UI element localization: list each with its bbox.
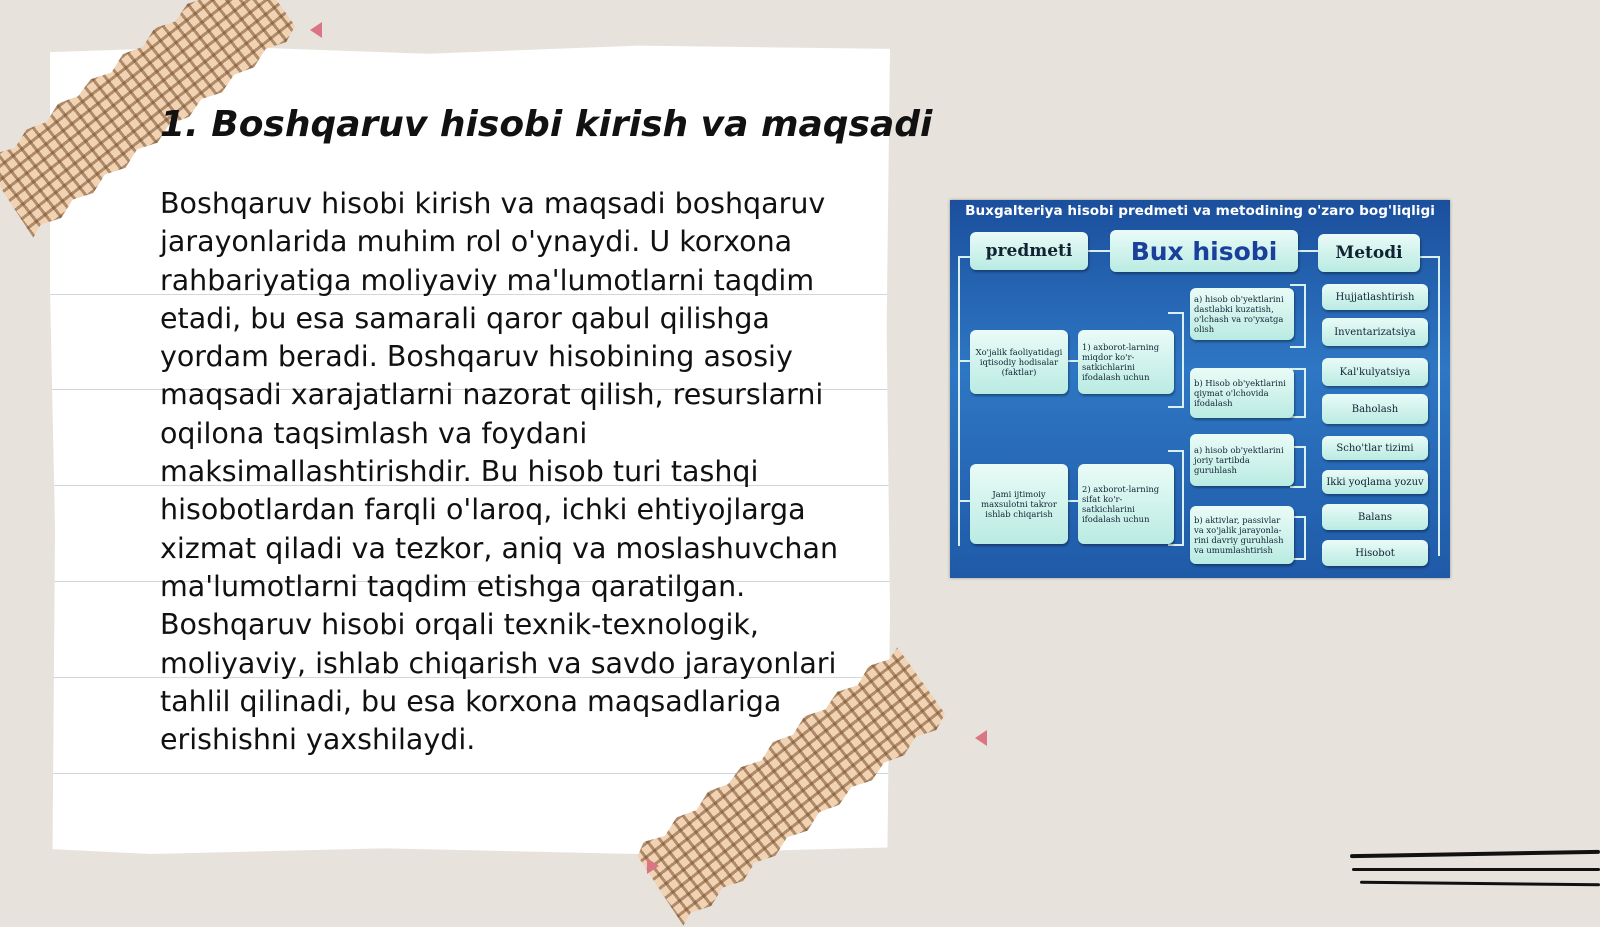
diagram-node-method: Kal'kulyatsiya <box>1322 358 1428 386</box>
tape-tab-decoration <box>975 730 987 746</box>
diagram-connector <box>1438 256 1440 556</box>
diagram-connector <box>958 256 970 258</box>
decorative-brush-stroke <box>1360 881 1600 887</box>
diagram-node-left: Jami ijtimoiy maxsulotni takror ishlab chiqarish <box>970 464 1068 544</box>
slide-title: 1. Boshqaruv hisobi kirish va maqsadi <box>160 104 933 145</box>
decorative-brush-stroke <box>1352 868 1600 871</box>
diagram-title: Buxgalteriya hisobi predmeti va metodining o'zaro bog'liqligi <box>965 203 1435 219</box>
diagram-node-method: Ikki yoqlama yozuv <box>1322 470 1428 494</box>
diagram-node-method: Baholash <box>1322 394 1428 424</box>
diagram-connector <box>1420 256 1440 258</box>
diagram-node-sub: a) hisob ob'yektlarini joriy tartibda guruhlash <box>1190 434 1294 486</box>
diagram-node-mid: 2) axborot-larning sifat ko'r-satkichlarini ifodalash uchun <box>1078 464 1174 544</box>
diagram-node-left: Xo'jalik faoliyatidagi iqtisodiy hodisalar (faktlar) <box>970 330 1068 394</box>
diagram-node-sub: b) aktivlar, passivlar va xo'jalik jarayonla-rini davriy guruhlash va umumlashtirish <box>1190 506 1294 564</box>
diagram-node-method: Scho'tlar tizimi <box>1322 436 1428 460</box>
diagram-node-metodi: Metodi <box>1318 234 1420 272</box>
diagram-node-sub: a) hisob ob'yektlarini dastlabki kuzatish, o'lchash va ro'yxatga olish <box>1190 288 1294 340</box>
tape-tab-decoration <box>647 858 659 874</box>
diagram-node-predmeti: predmeti <box>970 232 1088 270</box>
diagram-node-method: Inventarizatsiya <box>1322 318 1428 346</box>
diagram-node-mid: 1) axborot-larning miqdor ko'r-satkichlarini ifodalash uchun <box>1078 330 1174 394</box>
diagram-connector <box>1088 250 1110 252</box>
accounting-diagram-image <box>950 200 1450 578</box>
diagram-connector <box>1298 250 1318 252</box>
decorative-brush-stroke <box>1350 850 1600 858</box>
diagram-connector <box>1068 500 1078 502</box>
diagram-connector <box>958 360 970 362</box>
diagram-node-method: Hujjatlashtirish <box>1322 284 1428 310</box>
diagram-connector <box>958 500 970 502</box>
diagram-connector <box>1068 360 1078 362</box>
diagram-node-sub: b) Hisob ob'yektlarini qiymat o'lchovida ifodalash <box>1190 368 1294 418</box>
tape-tab-decoration <box>310 22 322 38</box>
diagram-node-method: Balans <box>1322 504 1428 530</box>
diagram-node-method: Hisobot <box>1322 540 1428 566</box>
slide-body-text: Boshqaruv hisobi kirish va maqsadi boshqaruv jarayonlarida muhim rol o'ynaydi. U korxona rahbariyatiga moliyaviy ma'lumotlarni taqdim etadi, bu esa samarali qaror qabul qilishga yordam beradi. Boshqaruv hisobining asosiy maqsadi xarajatlarni nazorat qilish, resurslarni oqilona taqsimlash va foydani maksimallashtirishdir. Bu hisob turi tashqi hisobotlardan farqli o'laroq, ichki ehtiyojlarga xizmat qiladi va tezkor, aniq va moslashuvchan ma'lumotlarni taqdim etishga qaratilgan. Boshqaruv hisobi orqali texnik-texnologik, moliyaviy, ishlab chiqarish va savdo jarayonlari tahlil qilinadi, bu esa korxona maqsadlariga erishishni yaxshilaydi. <box>160 187 839 757</box>
diagram-connector <box>958 256 960 546</box>
diagram-node-center: Bux hisobi <box>1110 230 1298 272</box>
